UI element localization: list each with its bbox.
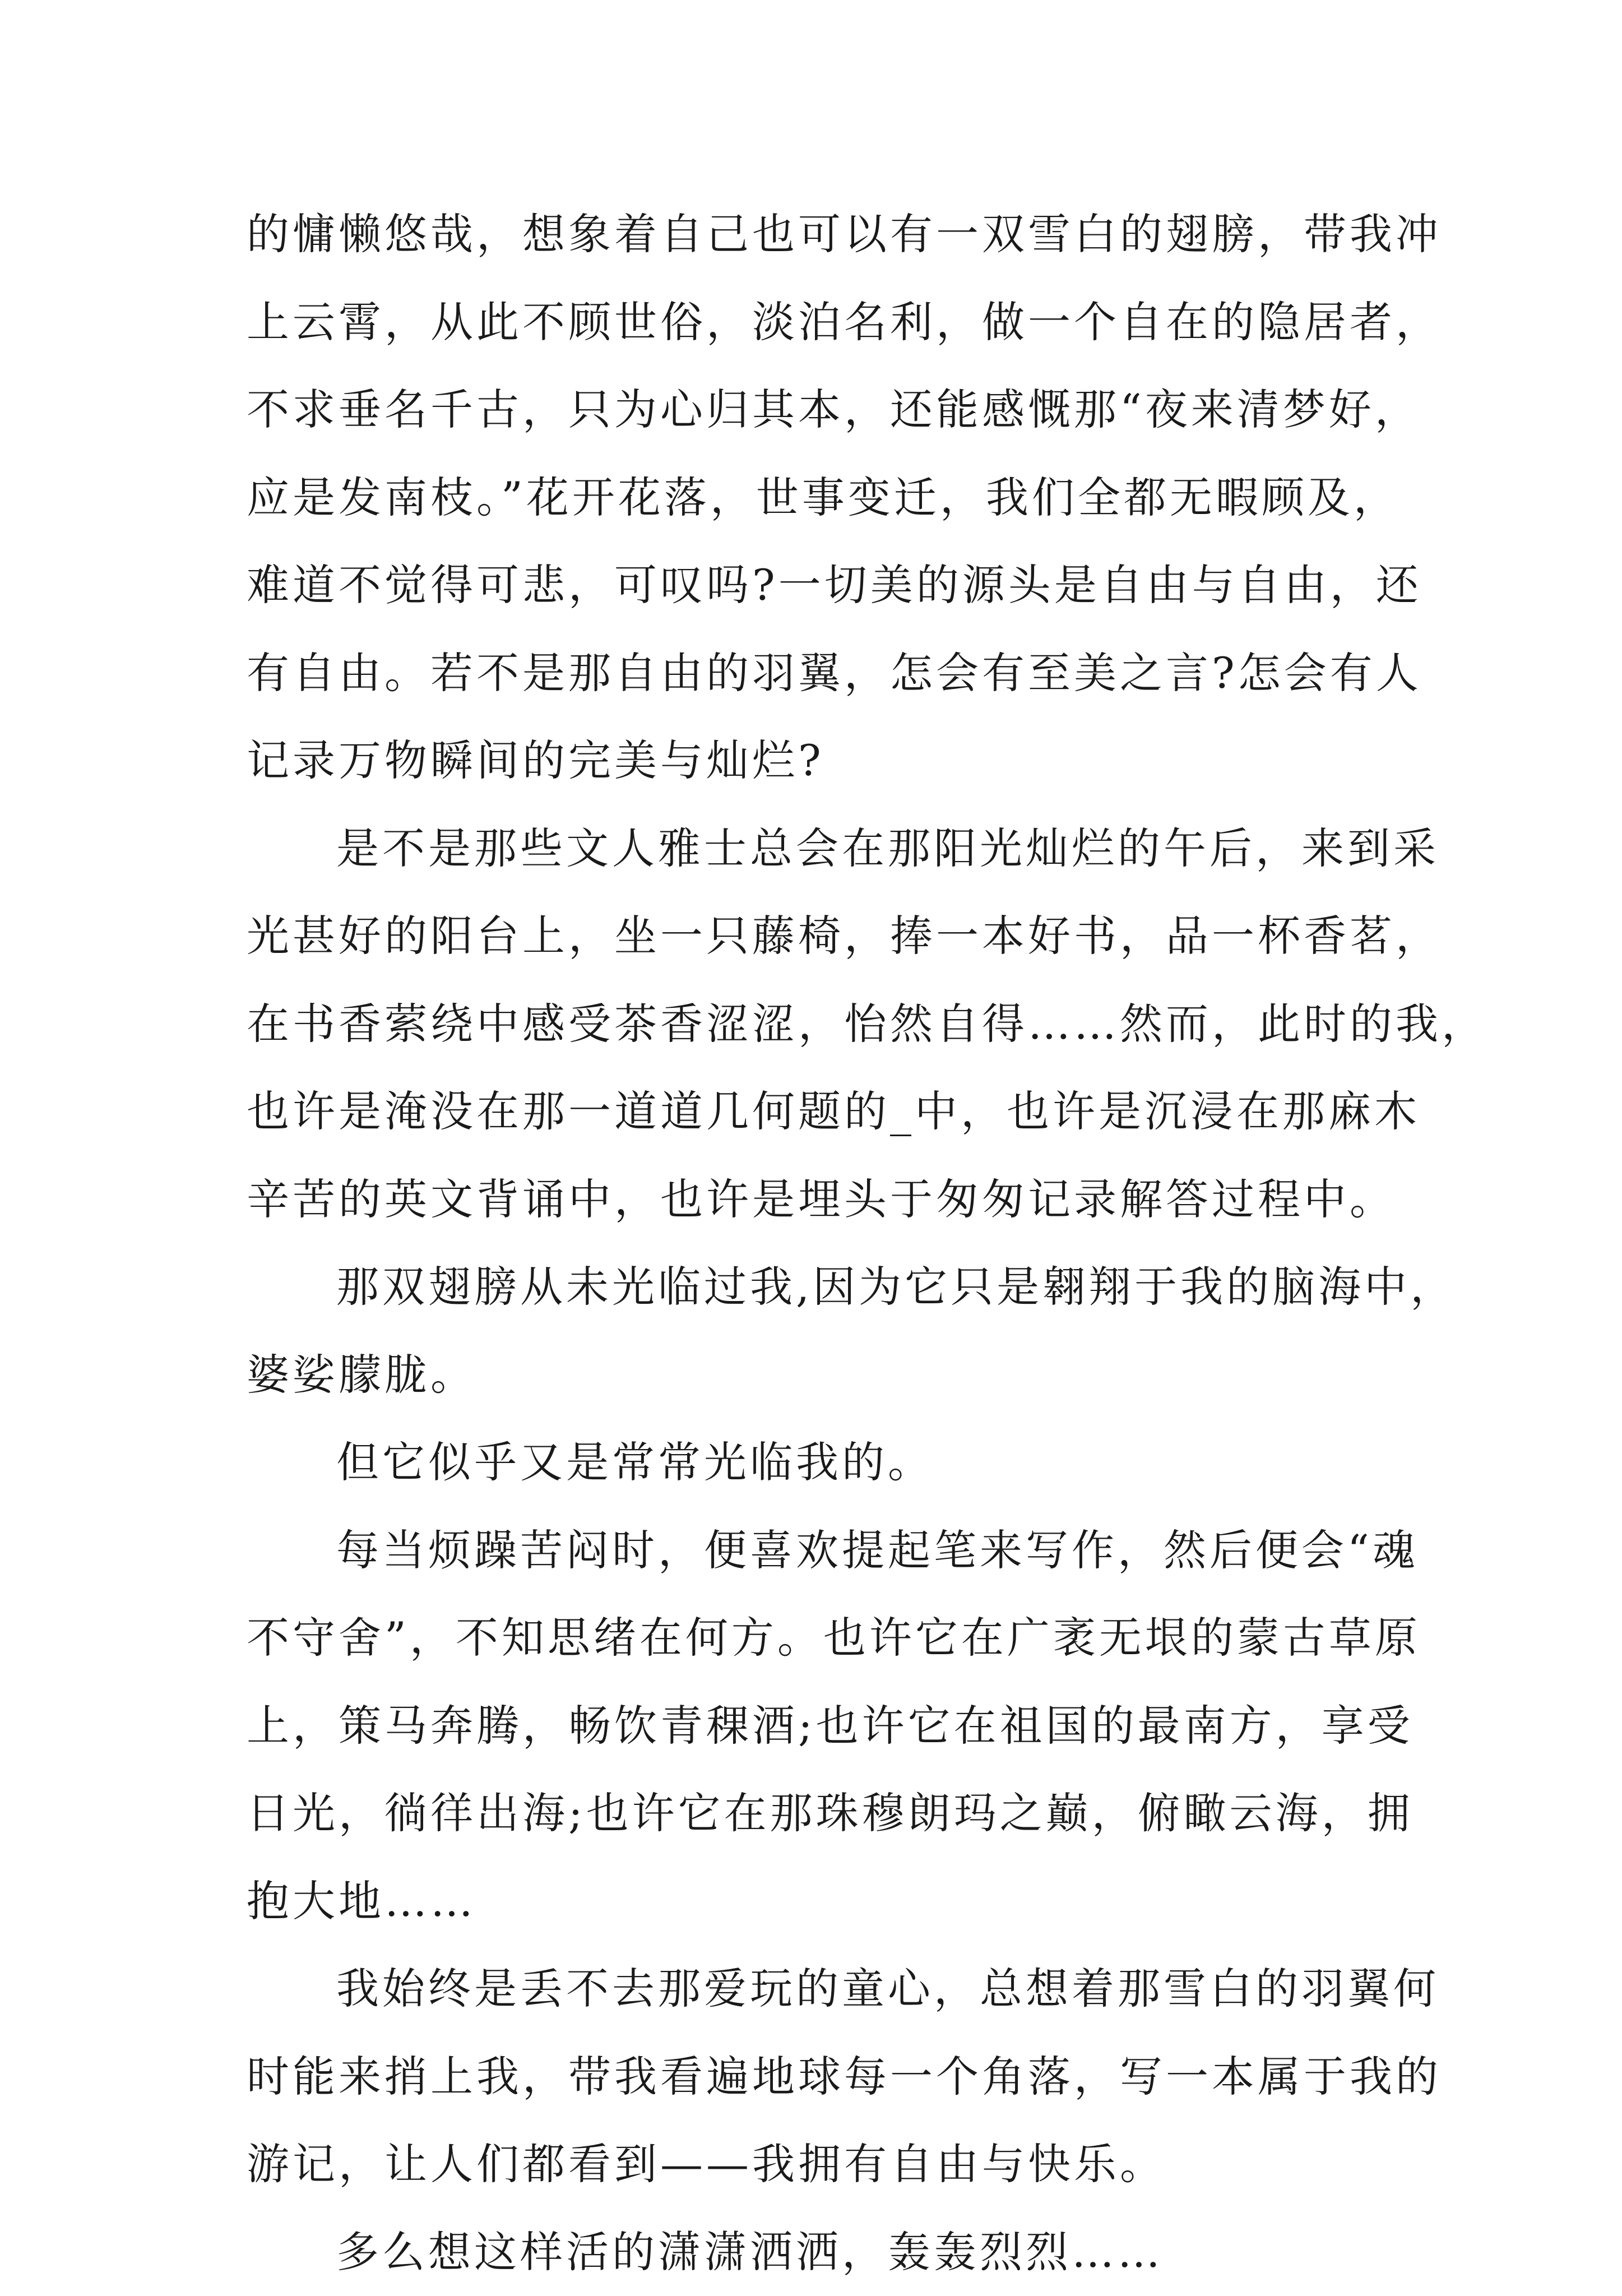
paragraph [247,805,1390,1244]
text-line: 但它似乎又是常常光临我的。 [247,1419,1390,1507]
text-line: 我始终是丢不去那爱玩的童心，总想着那雪白的羽翼何 [247,1945,1390,2033]
document-body [247,191,1390,2296]
text-line: 是不是那些文人雅士总会在那阳光灿烂的午后，来到采 [247,805,1390,893]
text-line: 在书香萦绕中感受茶香涩涩，怡然自得……然而，此时的我， [247,980,1390,1068]
text-line: 上，策马奔腾，畅饮青稞酒;也许它在祖国的最南方，享受 [247,1682,1390,1770]
text-line: 辛苦的英文背诵中，也许是埋头于匆匆记录解答过程中。 [247,1156,1390,1244]
paragraph [247,191,1390,805]
text-line: 有自由。若不是那自由的羽翼，怎会有至美之言?怎会有人 [247,629,1390,718]
text-line: 时能来捎上我，带我看遍地球每一个角落，写一本属于我的 [247,2033,1390,2121]
paragraph [247,1507,1390,1946]
text-line: 光甚好的阳台上，坐一只藤椅，捧一本好书，品一杯香茗， [247,892,1390,980]
text-line: 抱大地…… [247,1858,1390,1946]
text-line: 婆娑朦胧。 [247,1331,1390,1419]
text-line: 不守舍”，不知思绪在何方。也许它在广袤无垠的蒙古草原 [247,1594,1390,1682]
text-line: 每当烦躁苦闷时，便喜欢提起笔来写作，然后便会“魂 [247,1507,1390,1595]
text-line: 那双翅膀从未光临过我,因为它只是翱翔于我的脑海中， [247,1243,1390,1331]
text-line: 的慵懒悠哉，想象着自己也可以有一双雪白的翅膀，带我冲 [247,191,1390,279]
text-line: 多么想这样活的潇潇洒洒，轰轰烈烈…… [247,2209,1390,2296]
paragraph [247,1243,1390,1419]
paragraph [247,2209,1390,2296]
text-line: 不求垂名千古，只为心归其本，还能感慨那“夜来清梦好， [247,366,1390,454]
paragraph [247,1419,1390,1507]
text-line: 应是发南枝。”花开花落，世事变迁，我们全都无暇顾及， [247,454,1390,542]
text-line: 也许是淹没在那一道道几何题的_中，也许是沉浸在那麻木 [247,1068,1390,1156]
text-line: 记录万物瞬间的完美与灿烂? [247,717,1390,805]
text-line: 日光，徜徉出海;也许它在那珠穆朗玛之巅，俯瞰云海，拥 [247,1770,1390,1858]
text-line: 游记，让人们都看到——我拥有自由与快乐。 [247,2121,1390,2209]
text-line: 难道不觉得可悲，可叹吗?一切美的源头是自由与自由，还 [247,541,1390,629]
text-line: 上云霄，从此不顾世俗，淡泊名利，做一个自在的隐居者， [247,279,1390,367]
paragraph [247,1945,1390,2209]
